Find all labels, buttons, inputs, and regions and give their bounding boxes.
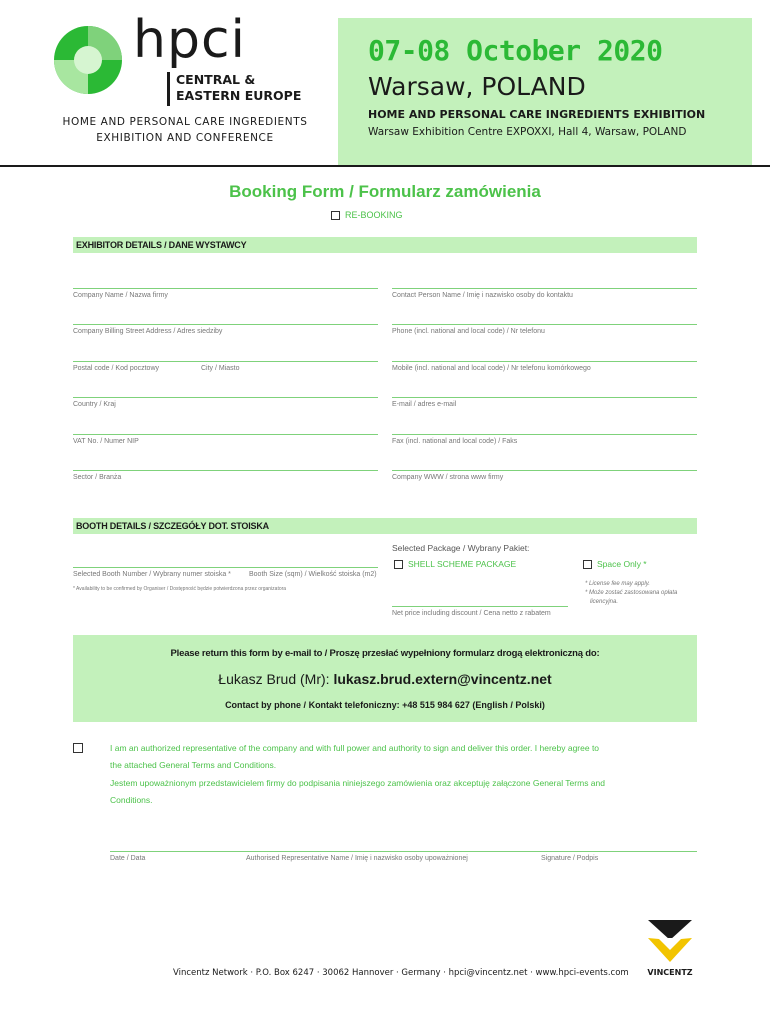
agreement-pl-line-1: Jestem upoważnionym przedstawicielem firmy do podpisania niniejszego zamówienia oraz akceptuję załączone General Terms and — [110, 778, 605, 788]
event-venue: Warsaw Exhibition Centre EXPOXXI, Hall 4, Warsaw, POLAND — [368, 126, 687, 138]
shell-scheme-label: SHELL SCHEME PACKAGE — [408, 559, 517, 569]
phone-number[interactable]: +48 515 984 627 (English / Polski) — [402, 700, 545, 710]
license-note-line-1: * License fee may apply. — [585, 581, 650, 587]
event-dates: 07-08 October 2020 — [368, 34, 663, 67]
rebooking-option[interactable] — [331, 210, 403, 220]
event-name: HOME AND PERSONAL CARE INGREDIENTS EXHIBITION — [368, 108, 706, 121]
license-note-line-2: * Może zostać zastosowana opłata — [585, 590, 678, 596]
net-price-field[interactable]: Net price including discount / Cena netto z rabatem — [392, 606, 568, 617]
tagline-line-1: HOME AND PERSONAL CARE INGREDIENTS — [62, 116, 308, 128]
license-note-line-3: licencyjna. — [590, 599, 619, 605]
rebooking-label: RE-BOOKING — [345, 210, 403, 220]
contact-phone — [73, 700, 697, 710]
return-instructions: Please return this form by e-mail to / Proszę przesłać wypełniony formularz drogą elektroniczną do: — [170, 648, 600, 659]
date-label: Date / Data — [110, 855, 146, 862]
region-line-1: CENTRAL & — [176, 72, 256, 87]
space-only-checkbox[interactable] — [583, 560, 592, 569]
contact-box — [73, 635, 697, 722]
header-divider — [0, 165, 770, 167]
vincentz-logo-icon — [643, 916, 697, 964]
agreement-en-line-2: the attached General Terms and Conditions. — [110, 760, 277, 770]
vat-number-field[interactable]: VAT No. / Numer NIP — [73, 434, 378, 445]
company-name-field[interactable]: Company Name / Nazwa firmy — [73, 288, 378, 299]
billing-address-field[interactable]: Company Billing Street Address / Adres siedziby — [73, 324, 378, 335]
space-only-option[interactable] — [583, 559, 647, 569]
contact-person-field[interactable]: Contact Person Name / Imię i nazwisko osoby do kontaktu — [392, 288, 697, 299]
tagline-line-2: EXHIBITION AND CONFERENCE — [96, 132, 274, 144]
signature-line[interactable] — [110, 851, 697, 852]
logo-region — [176, 72, 301, 104]
agreement-checkbox[interactable] — [73, 743, 83, 753]
phone-label: Contact by phone / Kontakt telefoniczny: — [225, 700, 400, 710]
form-title: Booking Form / Formularz zamówienia — [229, 182, 541, 201]
fax-field[interactable]: Fax (incl. national and local code) / Faks — [392, 434, 697, 445]
hpci-logo-text: hpci — [133, 10, 247, 70]
agreement-en-line-1: I am an authorized representative of the company and with full power and authority to sign and deliver this order. I hereby agree to — [110, 743, 600, 753]
signature-label: Signature / Podpis — [541, 855, 599, 862]
contact-person — [73, 671, 697, 687]
availability-note: * Availability to be confirmed by Organiser / Dostępność będzie potwierdzona przez organizatora — [73, 586, 287, 592]
agreement-pl-line-2: Conditions. — [110, 795, 153, 805]
hpci-logo-icon — [52, 24, 124, 96]
rep-name-label: Authorised Representative Name / Imię i nazwisko osoby upoważnionej — [246, 855, 468, 862]
website-field[interactable]: Company WWW / strona www firmy — [392, 470, 697, 481]
booth-number-label: Selected Booth Number / Wybrany numer stoiska * — [73, 571, 231, 578]
shell-scheme-checkbox[interactable] — [394, 560, 403, 569]
footer-address: Vincentz Network · P.O. Box 6247 · 30062 Hannover · Germany · hpci@vincentz.net · www.hpci-events.com — [173, 968, 629, 978]
phone-field[interactable]: Phone (incl. national and local code) / Nr telefonu — [392, 324, 697, 335]
booth-section-header: BOOTH DETAILS / SZCZEGÓŁY DOT. STOISKA — [73, 518, 697, 534]
logo-tagline — [40, 114, 330, 146]
logo-divider — [167, 72, 170, 106]
contact-email-link[interactable]: lukasz.brud.extern@vincentz.net — [333, 671, 552, 687]
package-title: Selected Package / Wybrany Pakiet: — [392, 543, 530, 553]
mobile-field[interactable]: Mobile (incl. national and local code) / Nr telefonu komórkowego — [392, 361, 697, 372]
event-city: Warsaw, POLAND — [368, 72, 586, 101]
rebooking-checkbox[interactable] — [331, 211, 340, 220]
contact-person-name: Łukasz Brud (Mr): — [218, 671, 330, 687]
space-only-label: Space Only * — [597, 559, 647, 569]
vincentz-logo-text: VINCENTZ — [647, 968, 693, 977]
email-field[interactable]: E-mail / adres e-mail — [392, 397, 697, 408]
exhibitor-section-header: EXHIBITOR DETAILS / DANE WYSTAWCY — [73, 237, 697, 253]
shell-scheme-option[interactable] — [394, 559, 516, 569]
region-line-2: EASTERN EUROPE — [176, 88, 302, 103]
postal-code-field[interactable] — [73, 361, 378, 372]
city-label: City / Miasto — [201, 365, 240, 372]
event-info-box — [338, 18, 752, 165]
sector-field[interactable]: Sector / Branża — [73, 470, 378, 481]
postal-code-label: Postal code / Kod pocztowy — [73, 365, 159, 372]
header — [0, 0, 770, 168]
license-note — [585, 580, 677, 607]
booth-size-label: Booth Size (sqm) / Wielkość stoiska (m2) — [249, 571, 377, 578]
country-field[interactable]: Country / Kraj — [73, 397, 378, 408]
booth-number-field[interactable] — [73, 567, 378, 578]
